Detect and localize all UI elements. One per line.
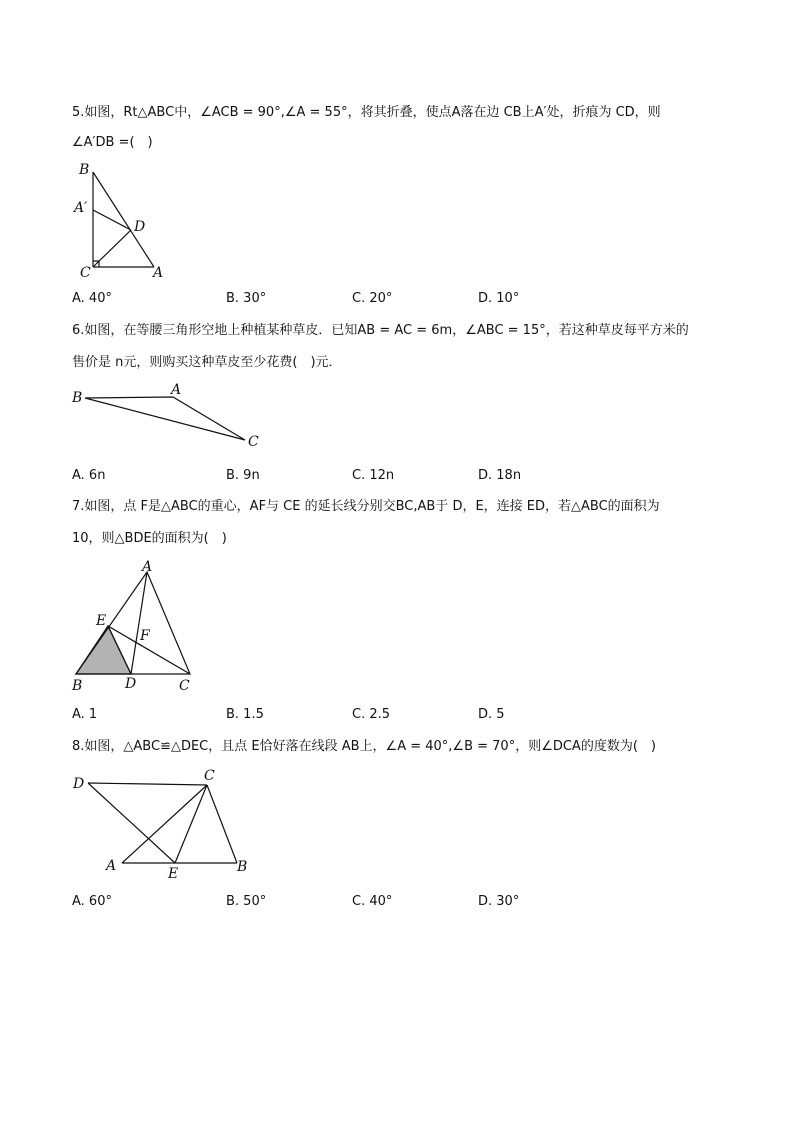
option-7a[interactable]: A. 1 (72, 707, 98, 722)
question-7-text: 7.如图，点 F是△ABC的重心，AF与 CE 的延长线分别交BC,AB于 D，E，连接 ED，若△ABC的面积为 (72, 499, 660, 514)
triangle-abc (85, 397, 245, 440)
option-7c[interactable]: C. 2.5 (352, 707, 391, 722)
option-5a[interactable]: A. 40° (72, 291, 112, 306)
label-a: A (142, 559, 153, 575)
shaded-triangle-bde (76, 626, 131, 674)
segment-dc (88, 783, 207, 785)
question-6-figure (70, 380, 270, 455)
label-d: D (134, 219, 146, 235)
question-6-text: 6.如图，在等腰三角形空地上种植某种草皮．已知AB = AC = 6m，∠ABC = 15°，若这种草皮每平方米的 (72, 323, 689, 338)
label-f: F (140, 628, 150, 644)
question-8-text: 8.如图，△ABC≌△DEC，且点 E恰好落在线段 AB上，∠A = 40°,∠B = 70°，则∠DCA的度数为( ) (72, 739, 656, 754)
label-e: E (168, 866, 179, 882)
label-c: C (204, 768, 215, 784)
label-b: B (72, 390, 83, 406)
label-c: C (248, 434, 259, 450)
option-6d[interactable]: D. 18n (478, 468, 522, 483)
question-7-figure (70, 556, 210, 696)
label-b: B (72, 678, 83, 694)
option-5b[interactable]: B. 30° (226, 291, 267, 306)
label-d: D (73, 776, 85, 792)
label-c: C (179, 678, 190, 694)
label-e: E (96, 613, 107, 629)
label-a: A (153, 265, 164, 281)
label-a: A (106, 858, 117, 874)
segment-de (88, 783, 175, 863)
option-8b[interactable]: B. 50° (226, 894, 267, 909)
segment-cb (207, 785, 237, 863)
segment-ad (131, 572, 147, 674)
option-6c[interactable]: C. 12n (352, 468, 395, 483)
option-8c[interactable]: C. 40° (352, 894, 393, 909)
option-6b[interactable]: B. 9n (226, 468, 260, 483)
label-a: A (171, 382, 182, 398)
option-8a[interactable]: A. 60° (72, 894, 112, 909)
label-c: C (80, 265, 91, 281)
option-5d[interactable]: D. 10° (478, 291, 520, 306)
label-d: D (125, 676, 137, 692)
label-b: B (237, 859, 248, 875)
option-7d[interactable]: D. 5 (478, 707, 505, 722)
segment-ac (122, 785, 207, 863)
option-8d[interactable]: D. 30° (478, 894, 520, 909)
label-a-prime: A′ (74, 200, 88, 216)
segment-a-prime-d (93, 210, 131, 230)
question-5-figure (70, 160, 180, 285)
question-5-text-line2: ∠A′DB =( ) (72, 135, 153, 150)
option-7b[interactable]: B. 1.5 (226, 707, 264, 722)
option-6a[interactable]: A. 6n (72, 468, 106, 483)
question-8-figure (70, 762, 260, 887)
question-7-text-line2: 10，则△BDE的面积为( ) (72, 531, 227, 546)
option-5c[interactable]: C. 20° (352, 291, 393, 306)
question-5-text: 5.如图，Rt△ABC中，∠ACB = 90°,∠A = 55°，将其折叠，使点A落在边 CB上A′处，折痕为 CD，则 (72, 105, 661, 120)
label-b: B (79, 162, 90, 178)
segment-ec (175, 785, 207, 863)
question-6-text-line2: 售价是 n元，则购买这种草皮至少花费( )元． (72, 355, 342, 370)
